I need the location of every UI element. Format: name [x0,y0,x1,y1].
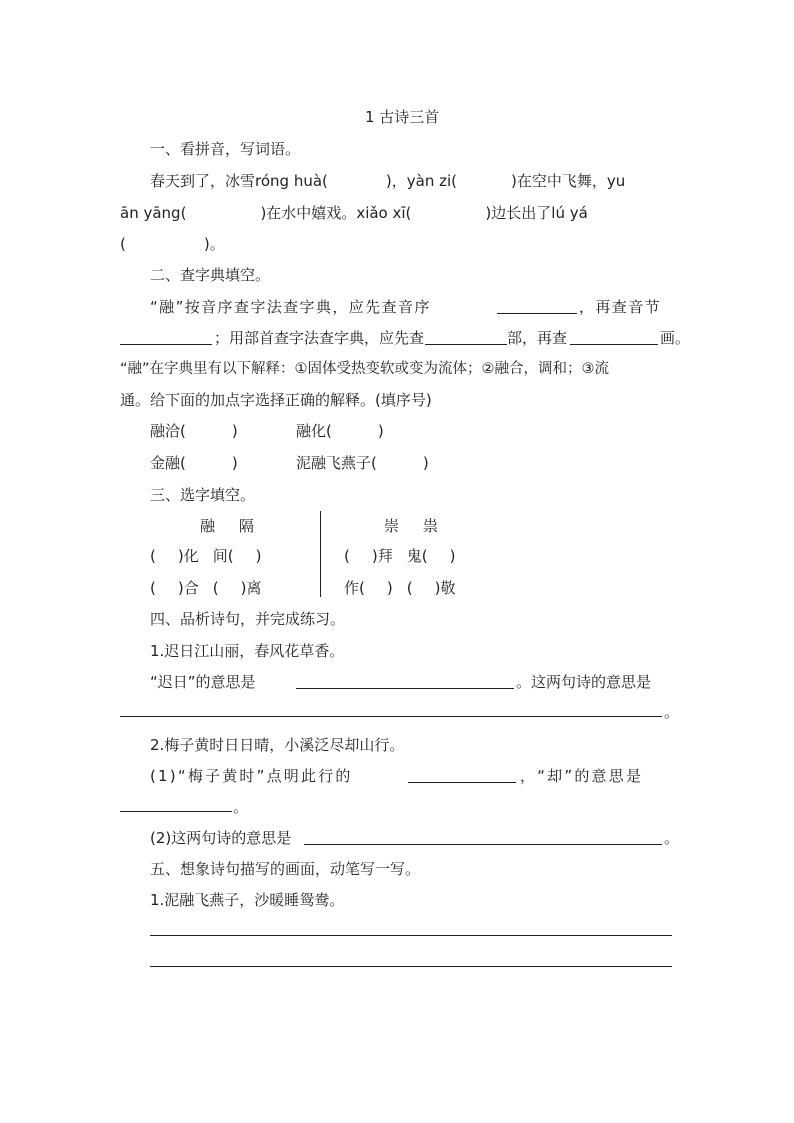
answer-blank[interactable]: ( ) [180,454,238,472]
s4-text: 。 [664,703,680,721]
pinyin: yu [606,172,626,190]
answer-line[interactable] [425,344,507,345]
section-2-heading: 二、查字典填空。 [150,266,271,284]
s2-text: ，再查音节 [579,298,662,316]
s3-left-row-1: ( )化 间( ) [150,547,262,565]
pinyin: lú yá [551,204,588,222]
answer-line[interactable] [296,688,514,689]
s4-text: 。 [233,798,249,816]
s1-text: 边长出了 [491,204,552,222]
s2-word-2: 融化( ) [296,422,384,440]
s3-right-chars: 崇 祟 [384,517,438,535]
s4-text: (1)“梅子黄时”点明此行的 [150,767,353,785]
answer-blank[interactable]: ( ) [344,547,378,565]
divider [320,511,321,597]
answer-blank[interactable]: ( ) [180,204,267,222]
pinyin: ān yāng [120,204,181,222]
answer-line[interactable] [304,844,662,845]
pinyin: yàn zi [406,172,452,190]
s2-text: “融”在字典里有以下解释：①固体受热变软或变为流体；②融合，调和；③流 [120,361,610,377]
s2-text: 部，再查 [507,329,568,347]
poem-line-3: 1.泥融飞燕子，沙暖睡鸳鸯。 [150,891,345,909]
answer-blank[interactable]: ( ) [150,547,184,565]
s1-text: 在水中嬉戏。 [266,204,357,222]
poem-line-1: 1.迟日江山丽，春风花草香。 [150,642,345,660]
s4-text: “迟日”的意思是 [150,673,256,691]
answer-blank[interactable]: ( ) [212,579,247,597]
answer-line[interactable] [408,782,516,783]
s1-line-3 [120,235,225,253]
answer-line[interactable] [497,313,577,314]
s4-text: (2)这两句诗的意思是 [150,829,292,847]
s3-right-row-1: ( )拜 鬼( ) [344,547,456,565]
answer-line[interactable] [120,344,212,345]
writing-line[interactable] [150,966,672,967]
section-1-heading: 一、看拼音，写词语。 [150,140,301,158]
answer-blank[interactable]: ( ) [322,172,392,190]
poem-line-2: 2.梅子黄时日日晴，小溪泛尽却山行。 [150,736,405,754]
s1-text: 在空中飞舞， [516,172,607,190]
s3-left-chars: 融 隔 [200,517,254,535]
writing-line[interactable] [150,935,672,936]
s1-text: 。 [209,235,225,253]
answer-blank[interactable]: ( ) [406,579,441,597]
s2-word-3: 金融( ) [150,454,238,472]
answer-line[interactable] [120,716,662,717]
s4-text: 。 [664,829,680,847]
s4-text: ，“却”的意思是 [520,767,644,785]
s2-text: 通。给下面的加点字选择正确的解释。(填序号) [120,391,432,409]
answer-blank[interactable]: ( ) [326,422,384,440]
answer-blank[interactable]: ( ) [180,422,238,440]
s1-text: ， [391,172,407,190]
answer-blank[interactable]: ( ) [405,204,492,222]
pinyin: xiǎo xī [356,204,406,222]
s3-right-row-2: 作( ) ( )敬 [344,579,456,597]
answer-blank[interactable]: ( ) [371,454,429,472]
page-title: 1 古诗三首 [365,108,440,126]
s1-text: 春天到了，冰雪 [150,172,256,190]
answer-blank[interactable]: ( ) [359,579,393,597]
answer-blank[interactable]: ( ) [150,579,184,597]
s2-text: “融”按音序查字法查字典，应先查音序 [150,298,431,316]
s1-line-1 [150,172,625,190]
s3-left-row-2: ( )合 ( )离 [150,579,262,597]
s2-text: 画。 [660,329,691,347]
answer-blank[interactable]: ( ) [120,235,210,253]
answer-blank[interactable]: ( ) [451,172,517,190]
s2-word-4: 泥融飞燕子( ) [296,454,429,472]
answer-line[interactable] [570,344,658,345]
section-5-heading: 五、想象诗句描写的画面，动笔写一写。 [150,860,421,878]
s2-word-1: 融洽( ) [150,422,238,440]
s4-text: 。这两句诗的意思是 [516,673,652,691]
answer-line[interactable] [120,811,232,812]
pinyin: róng huà [255,172,323,190]
s2-text: ；用部首查字法查字典，应先查 [214,329,425,347]
s1-line-2 [120,204,588,222]
section-4-heading: 四、品析诗句，并完成练习。 [150,610,346,628]
answer-blank[interactable]: ( ) [421,547,456,565]
section-3-heading: 三、选字填空。 [150,486,256,504]
answer-blank[interactable]: ( ) [227,547,262,565]
